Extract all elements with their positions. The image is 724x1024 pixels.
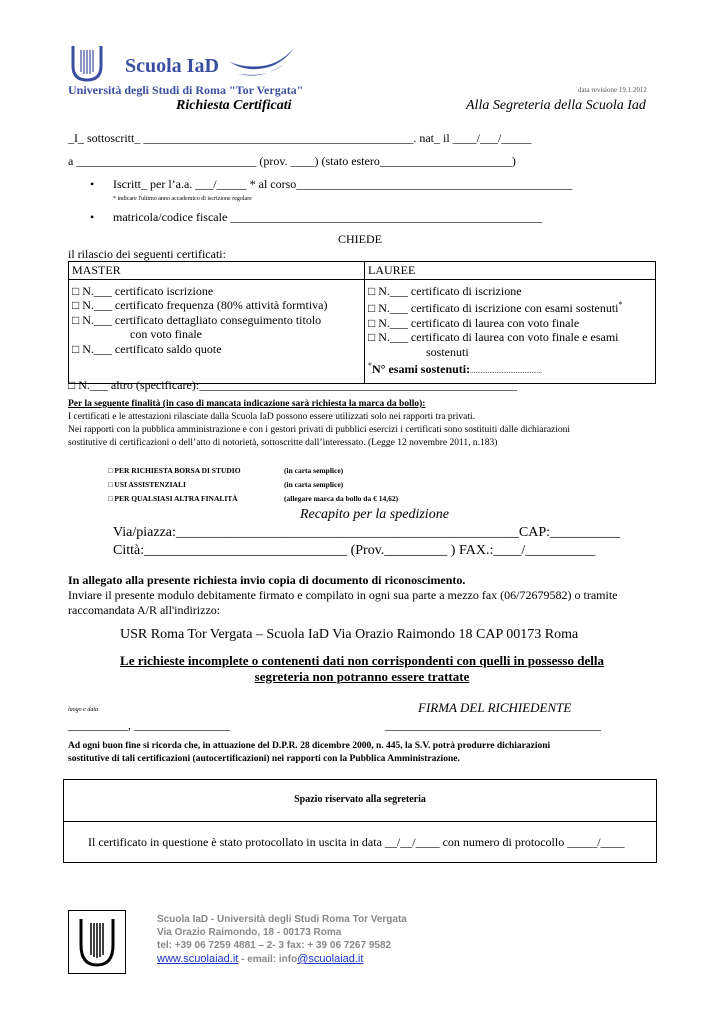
option-borsa-checkbox[interactable]: □ PER RICHIESTA BORSA DI STUDIO (108, 466, 241, 475)
email-link[interactable]: @scuolaiad.it (297, 953, 364, 965)
signature-field[interactable]: ____________________________________ (385, 718, 601, 732)
name-birth-field[interactable]: _I_ sottoscritt_ _____________________________________________. nat_ il ____/___/_____ (68, 131, 532, 145)
mailing-address: USR Roma Tor Vergata – Scuola IaD Via Orazio Raimondo 18 CAP 00173 Roma (120, 627, 579, 642)
certificates-table (68, 261, 656, 384)
lauree-checkbox-laurea-voto[interactable]: □ N.___ certificato di laurea con voto finale (368, 315, 580, 330)
finalita-p3: sostitutive di certificazioni o dell’atto di notorietà, sottoscritte dall’interessato. (Legge 12 novembre 2011, n.183) (68, 438, 498, 448)
recipient-title: Alla Segreteria della Scuola Iad (466, 98, 646, 113)
university-name: Università degli Studi di Roma "Tor Vergata" (68, 83, 304, 97)
option-assistenziali-checkbox[interactable]: □ USI ASSISTENZIALI (108, 480, 186, 489)
option-borsa-note: (in carta semplice) (284, 466, 344, 475)
footer-links (157, 953, 363, 965)
footer-logo-frame (68, 910, 126, 974)
esami-count-field[interactable]: *N° esami sostenuti:......................................... (368, 361, 542, 376)
allegato-line1: Inviare il presente modulo debitamente firmato e compilato in ogni sua parte a mezzo fax (06/72679582) o tramite (68, 588, 618, 602)
footer-line3: tel: +39 06 7259 4881 – 2- 3 fax: + 39 06 7267 9582 (157, 940, 392, 951)
lauree-laurea-esami-cont: sostenuti (426, 344, 469, 359)
school-name: Scuola IaD (125, 55, 219, 77)
footer-line2: Via Orazio Raimondo, 18 - 00173 Roma (157, 927, 342, 938)
master-checkbox-frequenza[interactable]: □ N.___ certificato frequenza (80% attività formtiva) (72, 298, 328, 312)
university-seal-icon (69, 911, 125, 973)
reserved-divider (64, 821, 656, 822)
lauree-checkbox-laurea-esami[interactable]: □ N.___ certificato di laurea con voto finale e esami (368, 330, 619, 344)
finalita-heading: Per la seguente finalità (in caso di mancata indicazione sarà richiesta la marca da bollo): (68, 399, 426, 409)
form-title: Richiesta Certificati (176, 98, 292, 113)
asterisk: * (618, 300, 623, 309)
birthplace-field[interactable]: a ______________________________ (prov. ____) (stato estero______________________) (68, 154, 516, 168)
master-checkbox-iscrizione[interactable]: □ N.___ certificato iscrizione (72, 283, 214, 298)
swoosh-logo-icon (228, 44, 296, 80)
master-checkbox-dettagliato[interactable]: □ N.___ certificato dettagliato conseguimento titolo (72, 312, 322, 327)
citta-fax-field[interactable]: Città:_____________________________ (Prov._________ ) FAX.:____/__________ (113, 543, 596, 558)
dpr-line1: Ad ogni buon fine si ricorda che, in attuazione del D.P.R. 28 dicembre 2000, n. 445, la S.V. potrà produrre dichiarazioni (68, 741, 551, 751)
option-altra-checkbox[interactable]: □ PER QUALSIASI ALTRA FINALITÀ (108, 494, 238, 503)
lauree-checkbox-iscrizione[interactable]: □ N.___ certificato di iscrizione (368, 283, 522, 298)
finalita-p2: Nei rapporti con la pubblica amministrazione e con i gestori privati di pubblici esercizi i certificati sono sostituiti dalle dichiarazioni (68, 425, 571, 435)
option-assistenziali-note: (in carta semplice) (284, 480, 344, 489)
allegato-line2: raccomandata A/R all'indirizzo: (68, 603, 221, 617)
bullet-dot: • (90, 210, 95, 224)
university-seal-logo (70, 44, 104, 82)
master-dettagliato-cont: con voto finale (130, 327, 202, 341)
finalita-p1: I certificati e le attestazioni rilasciate dalla Scuola IaD possono essere utilizzati solo nei rapporti tra privati. (68, 412, 476, 422)
revision-date: data revisione 19.1.2012 (578, 86, 647, 94)
chiede-heading: CHIEDE (338, 232, 382, 246)
protocol-field[interactable]: Il certificato in questione è stato protocollato in uscita in data __/__/____ con numero di protocollo _____/____ (88, 835, 625, 849)
enrollment-field[interactable]: Iscritt_ per l’a.a. ___/_____ * al corso______________________________________________ (113, 177, 573, 191)
master-header: MASTER (69, 262, 365, 280)
website-link[interactable]: www.scuolaiad.it (157, 953, 239, 965)
luogo-label: luogo e data (68, 707, 98, 713)
recapito-title: Recapito per la spedizione (300, 507, 449, 522)
via-cap-field[interactable]: Via/piazza:_________________________________________________CAP:__________ (113, 525, 621, 540)
dpr-line2: sostitutive di tali certificazioni (autocertificazioni) nei rapporti con la Pubblica Amministrazione. (68, 754, 460, 764)
master-checkbox-saldo[interactable]: □ N.___ certificato saldo quote (72, 341, 222, 356)
option-altra-note: (allegare marca da bollo da € 14,62) (284, 494, 399, 503)
reserved-box (63, 779, 657, 863)
lauree-checkbox-iscrizione-esami[interactable]: □ N.___ certificato di iscrizione con esami sostenuti* (368, 300, 623, 315)
rilascio-label: il rilascio dei seguenti certificati: (68, 247, 226, 261)
enrollment-note: * indicare l'ultimo anno accademico di iscrizione regolare (113, 196, 252, 202)
altro-checkbox[interactable]: □ N.___ altro (specificare):_____________________________________________________ (68, 378, 518, 392)
student-id-field[interactable]: matricola/codice fiscale ____________________________________________________ (113, 210, 543, 224)
firma-label: FIRMA DEL RICHIEDENTE (418, 700, 572, 715)
bullet-dot: • (90, 177, 95, 191)
lauree-header: LAUREE (365, 262, 656, 280)
footer-line1: Scuola IaD - Università degli Studi Roma Tor Vergata (157, 914, 407, 925)
email-label: - email: info (238, 954, 298, 965)
luogo-data-field[interactable]: __________, ________________ (68, 718, 230, 732)
allegato-bold: In allegato alla presente richiesta invio copia di documento di riconoscimento. (68, 573, 466, 587)
reserved-title: Spazio riservato alla segreteria (294, 794, 426, 805)
warning-line1: Le richieste incomplete o contenenti dati non corrispondenti con quelli in possesso della (120, 653, 604, 668)
warning-line2: segreteria non potranno essere trattate (254, 669, 470, 684)
